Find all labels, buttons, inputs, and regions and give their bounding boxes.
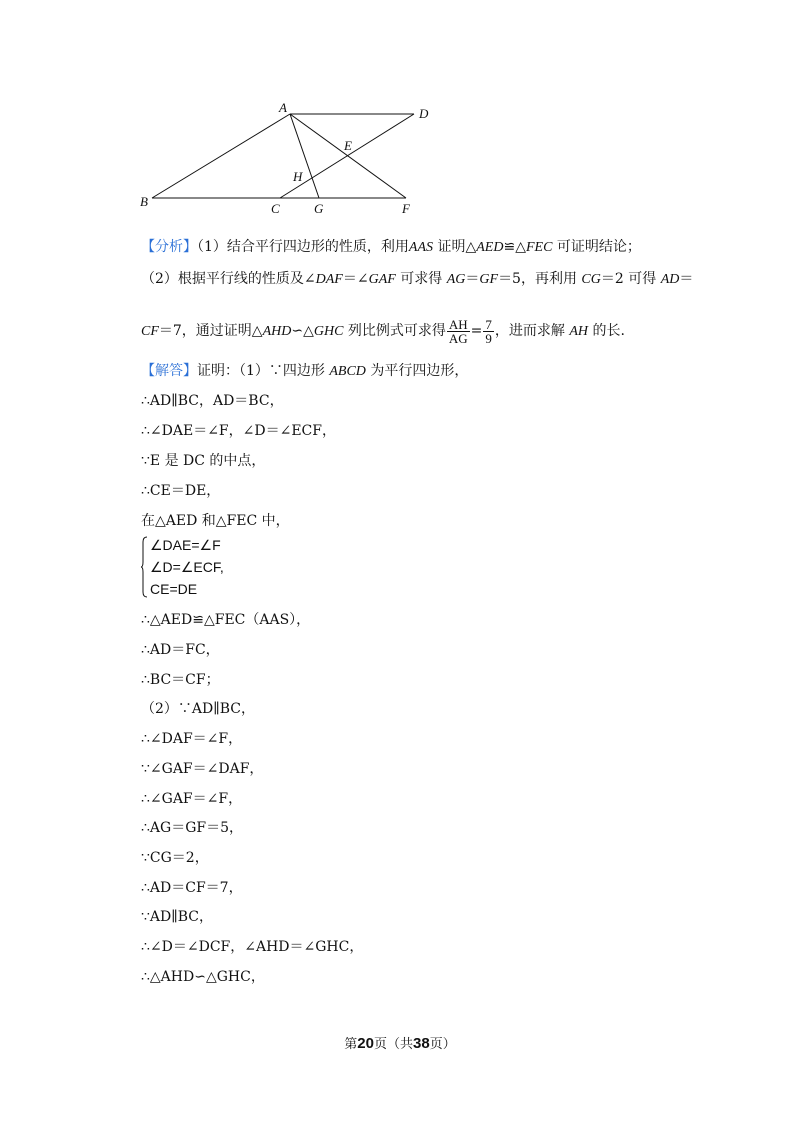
left-brace bbox=[141, 536, 148, 598]
label-g: G bbox=[314, 201, 324, 216]
solution-line: ∵CG＝2， bbox=[141, 850, 209, 866]
label-e: E bbox=[344, 138, 352, 153]
solution-line: 在△AED 和△FEC 中， bbox=[141, 513, 290, 529]
solution-line: ∴BC＝CF； bbox=[141, 672, 220, 688]
analysis-line-1: 【分析】（1）结合平行四边形的性质，利用AAS 证明△AED≌△FEC 可证明结论； bbox=[141, 239, 641, 255]
solution-line: ∵AD∥BC， bbox=[141, 909, 213, 925]
segment-cd bbox=[280, 114, 414, 198]
solution-line: ∵E 是 DC 的中点， bbox=[141, 453, 266, 469]
segment-ab bbox=[152, 114, 290, 198]
solution-line: ∴∠GAF＝∠F， bbox=[141, 791, 243, 807]
solution-line: ∴CE＝DE， bbox=[141, 483, 221, 499]
label-d: D bbox=[419, 106, 429, 121]
label-a: A bbox=[279, 100, 287, 115]
label-f: F bbox=[402, 201, 410, 216]
solution-line: （2）∵AD∥BC， bbox=[141, 701, 255, 717]
system-row: ∠DAE=∠F bbox=[150, 537, 221, 553]
solution-head: 【解答】证明：（1）∵四边形 ABCD 为平行四边形， bbox=[141, 363, 469, 379]
page-number: 20 bbox=[357, 1035, 374, 1052]
analysis-line-3: CF＝7，通过证明△AHD∽△GHC 列比例式可求得 $\frac{AH}{AG}$ = $\frac{7}{9}$ ，进而求解 AH 的长. bbox=[141, 316, 625, 346]
solution-line: ∴AD＝CF＝7， bbox=[141, 880, 243, 896]
solution-line: ∴∠D＝∠DCF，∠AHD＝∠GHC， bbox=[141, 939, 364, 955]
label-h: H bbox=[293, 169, 303, 184]
solution-line: ∴AD∥BC，AD＝BC， bbox=[141, 393, 284, 409]
analysis-tag: 【分析】 bbox=[141, 239, 197, 255]
solution-tag: 【解答】 bbox=[141, 363, 197, 379]
fraction-7-9: $\frac{7}{9}$ bbox=[485, 316, 492, 346]
system-row: ∠D=∠ECF, bbox=[150, 559, 224, 575]
segment-af bbox=[290, 114, 406, 198]
label-c: C bbox=[271, 201, 280, 216]
label-b: B bbox=[140, 194, 148, 209]
system-row: CE=DE bbox=[150, 581, 198, 597]
parallelogram-figure bbox=[130, 100, 450, 220]
segment-ag bbox=[290, 114, 319, 198]
equation-system bbox=[141, 536, 261, 600]
page-footer: 第20页（共38页） bbox=[344, 1035, 456, 1052]
solution-line: ∴AD＝FC， bbox=[141, 642, 220, 658]
solution-line: ∴△AED≌△FEC（AAS）， bbox=[141, 612, 311, 628]
solution-line: ∴∠DAE＝∠F，∠D＝∠ECF， bbox=[141, 423, 336, 439]
solution-line: ∴∠DAF＝∠F， bbox=[141, 731, 243, 747]
fraction-ah-ag: $\frac{AH}{AG}$ bbox=[448, 316, 468, 346]
total-pages: 38 bbox=[413, 1035, 430, 1052]
solution-line: ∴AG＝GF＝5， bbox=[141, 820, 244, 836]
solution-line: ∴△AHD∽△GHC， bbox=[141, 969, 265, 985]
solution-line: ∵∠GAF＝∠DAF， bbox=[141, 761, 264, 777]
figure-svg bbox=[130, 100, 450, 220]
analysis-line-2: （2）根据平行线的性质及∠DAF＝∠GAF 可求得 AG＝GF＝5，再利用 CG＝2 可得 AD＝ bbox=[141, 271, 694, 287]
